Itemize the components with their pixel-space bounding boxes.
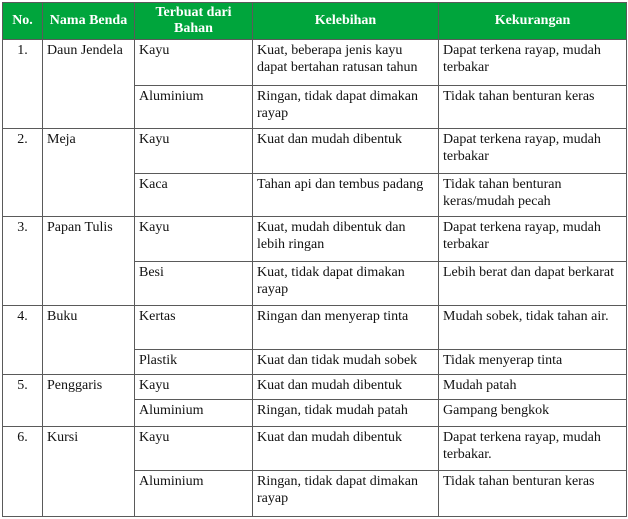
advantage-cell: Kuat, tidak dapat dimakan rayap (253, 261, 439, 306)
advantage-cell: Kuat dan mudah dibentuk (253, 426, 439, 471)
disadvantage-cell: Tidak tahan benturan keras (439, 85, 627, 129)
item-name: Penggaris (43, 375, 135, 427)
disadvantage-cell: Tidak menyerap tinta (439, 349, 627, 374)
material-cell: Kayu (135, 40, 253, 86)
item-name: Kursi (43, 426, 135, 516)
material-cell: Plastik (135, 349, 253, 374)
advantage-cell: Kuat dan mudah dibentuk (253, 129, 439, 174)
table-row (3, 306, 627, 350)
advantage-cell: Kuat dan tidak mudah sobek (253, 349, 439, 374)
header-kelebihan: Kelebihan (253, 3, 439, 40)
header-no: No. (3, 3, 43, 40)
disadvantage-cell: Dapat terkena rayap, mudah terbakar (439, 129, 627, 174)
item-number: 6. (3, 426, 43, 516)
advantage-cell: Ringan, tidak dapat dimakan rayap (253, 85, 439, 129)
disadvantage-cell: Dapat terkena rayap, mudah terbakar (439, 40, 627, 86)
material-cell: Kertas (135, 306, 253, 350)
item-number: 1. (3, 40, 43, 129)
materials-table (2, 2, 627, 517)
disadvantage-cell: Dapat terkena rayap, mudah terbakar. (439, 426, 627, 471)
item-name: Papan Tulis (43, 217, 135, 306)
table-row (3, 375, 627, 400)
material-cell: Kaca (135, 173, 253, 217)
material-cell: Kayu (135, 217, 253, 262)
header-bahan: Terbuat dari Bahan (135, 3, 253, 40)
advantage-cell: Tahan api dan tembus padang (253, 173, 439, 217)
material-cell: Kayu (135, 426, 253, 471)
material-cell: Aluminium (135, 400, 253, 426)
item-number: 2. (3, 129, 43, 217)
table-row (3, 40, 627, 86)
table-row (3, 217, 627, 262)
advantage-cell: Kuat, mudah dibentuk dan lebih ringan (253, 217, 439, 262)
advantage-cell: Kuat dan mudah dibentuk (253, 375, 439, 400)
disadvantage-cell: Lebih berat dan dapat berkarat (439, 261, 627, 306)
material-cell: Kayu (135, 129, 253, 174)
item-name: Daun Jendela (43, 40, 135, 129)
disadvantage-cell: Tidak tahan benturan keras (439, 471, 627, 517)
item-number: 5. (3, 375, 43, 427)
material-cell: Kayu (135, 375, 253, 400)
disadvantage-cell: Mudah sobek, tidak tahan air. (439, 306, 627, 350)
header-kekurangan: Kekurangan (439, 3, 627, 40)
advantage-cell: Ringan dan menyerap tinta (253, 306, 439, 350)
header-nama-benda: Nama Benda (43, 3, 135, 40)
disadvantage-cell: Mudah patah (439, 375, 627, 400)
advantage-cell: Kuat, beberapa jenis kayu dapat bertahan ratusan tahun (253, 40, 439, 86)
material-cell: Besi (135, 261, 253, 306)
disadvantage-cell: Tidak tahan benturan keras/mudah pecah (439, 173, 627, 217)
header-row (3, 3, 627, 40)
advantage-cell: Ringan, tidak mudah patah (253, 400, 439, 426)
material-cell: Aluminium (135, 471, 253, 517)
item-name: Meja (43, 129, 135, 217)
disadvantage-cell: Gampang bengkok (439, 400, 627, 426)
disadvantage-cell: Dapat terkena rayap, mudah terbakar (439, 217, 627, 262)
material-cell: Aluminium (135, 85, 253, 129)
table-row (3, 129, 627, 174)
item-name: Buku (43, 306, 135, 375)
item-number: 3. (3, 217, 43, 306)
item-number: 4. (3, 306, 43, 375)
table-row (3, 426, 627, 471)
advantage-cell: Ringan, tidak dapat dimakan rayap (253, 471, 439, 517)
